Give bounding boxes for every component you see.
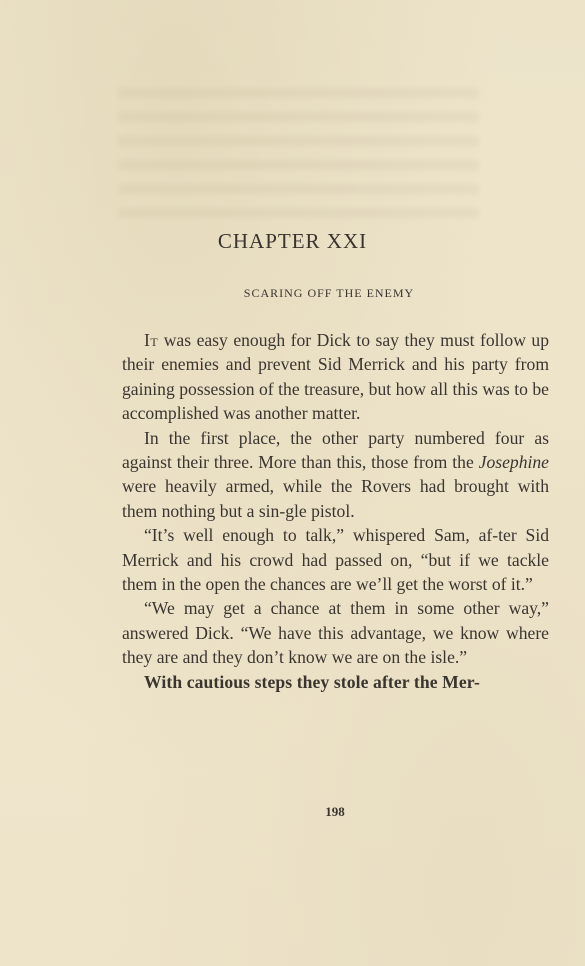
paragraph-1 [122,328,549,426]
drop-word: It [144,330,159,350]
paragraph-3: “It’s well enough to talk,” whispered Sam, af-ter Sid Merrick and his crowd had passed on, “but if we tackle them in the open the chances are we’ll get the worst of it.” [122,525,549,595]
chapter-subtitle: SCARING OFF THE ENEMY [243,286,415,300]
ship-name: Josephine [478,452,549,473]
paragraph-2-text-b: were heavily armed, while the Rovers had brought with them nothing but a sin-gle pistol. [122,476,549,521]
paragraph-2-text-a: In the first place, the other party numbered four as against their three. More than this, those from the [122,427,549,473]
page-number: 198 [325,804,345,819]
paragraph-5: With cautious steps they stole after the Mer- [144,671,480,692]
bleed-through-text [118,88,478,218]
paragraph-2 [122,426,549,524]
chapter-body [122,328,549,694]
paragraph-4: “We may get a chance at them in some other way,” answered Dick. “We have this advantage, we know where they are and they don’t know we are on the isle.” [122,598,549,668]
chapter-title: CHAPTER XXI [217,229,368,253]
paragraph-1-text: was easy enough for Dick to say they must follow up their enemies and prevent Sid Merrick and his party from gaining possession of the treasure, but how all this was to be accomplished was another matter. [122,330,549,424]
